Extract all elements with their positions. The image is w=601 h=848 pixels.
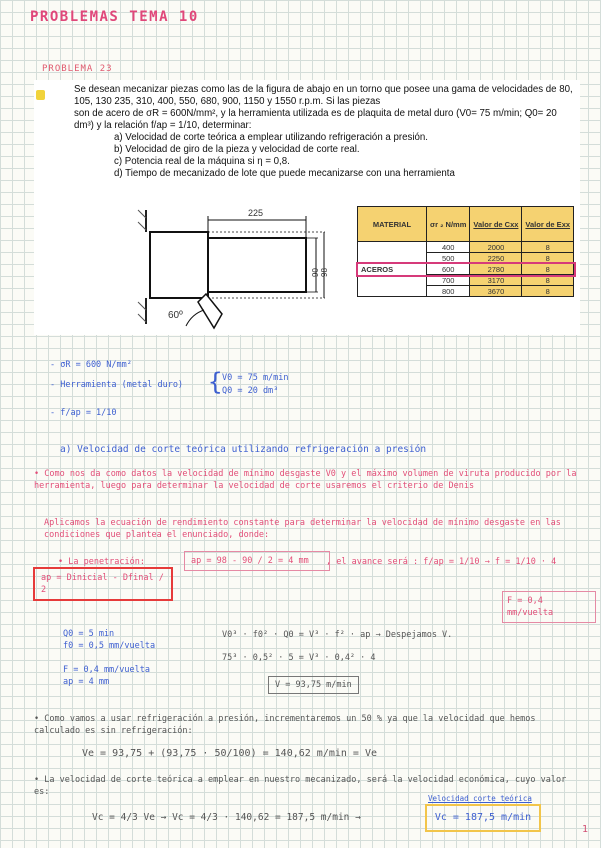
data-q0: Q0 = 5 min xyxy=(63,629,115,639)
statement-text xyxy=(74,84,574,180)
table-cell: 8 xyxy=(522,264,574,275)
ve-equation: Ve = 93,75 + (93,75 · 50/100) = 140,62 m/min = Ve xyxy=(82,748,378,759)
feed-result-box: F = 0,4 mm/vuelta xyxy=(502,591,596,623)
table-cell: 500 xyxy=(427,253,470,264)
table-row xyxy=(358,242,574,253)
statement-list xyxy=(74,132,574,180)
paragraph-4: • La velocidad de corte teórica a emplear en nuestro mecanizado, será la velocidad económica, cuyo valor es: xyxy=(34,775,567,797)
penetration-calc-box: ap = 98 - 90 / 2 = 4 mm xyxy=(184,551,330,571)
velocity-result-box: V = 93,75 m/min xyxy=(268,676,359,694)
page-title: PROBLEMAS TEMA 10 xyxy=(30,9,199,25)
note-q0: Q0 = 20 dm³ xyxy=(222,386,279,396)
brace-icon: { xyxy=(208,368,223,396)
table-cell: 800 xyxy=(427,286,470,297)
statement-p1: Se desean mecanizar piezas como las de la figura de abajo en un torno que posee una gama de velocidades de 80, 105, 130 235, 310, 400, 550, 680, 900, 1150 y 1550 r.p.m. Si las piezas xyxy=(74,84,573,107)
dim-length: 225 xyxy=(248,208,264,218)
dim-angle: 60º xyxy=(168,310,183,321)
paragraph-2: Aplicamos la ecuación de rendimiento constante para determinar la velocidad de mínimo desgaste en las condiciones que plantea el enunciado, donde: xyxy=(44,518,561,540)
table-cell: 700 xyxy=(427,275,470,286)
note-v0: V0 = 75 m/min xyxy=(222,373,289,383)
statement-item: a) Velocidad de corte teórica a emplear utilizando refrigeración a presión. xyxy=(114,132,428,143)
table-cell: 2000 xyxy=(470,242,522,253)
material-table xyxy=(357,206,574,297)
penetration-label: • La penetración: xyxy=(58,557,145,567)
table-header: Valor de Cxx xyxy=(470,207,522,242)
page-number: 1 xyxy=(582,824,589,835)
paragraph-3: • Como vamos a usar refrigeración a presión, incrementaremos un 50 % ya que la velocidad que hemos calculado es sin refrigeración: xyxy=(34,714,536,736)
statement-item: c) Potencia real de la máquina si η = 0,8. xyxy=(114,156,290,167)
dim-diameter-2: 98 xyxy=(319,268,329,277)
note-ratio: - f/ap = 1/10 xyxy=(50,408,117,418)
note-sigma: - σR = 600 N/mm² xyxy=(50,360,132,370)
table-header-row xyxy=(358,207,574,242)
statement-item: d) Tiempo de mecanizado de lote que puede mecanizarse con una herramienta xyxy=(114,168,455,179)
table-cell: 3670 xyxy=(470,286,522,297)
table-cell: 3170 xyxy=(470,275,522,286)
final-label: Velocidad corte teórica xyxy=(428,794,532,803)
part-drawing xyxy=(126,202,326,332)
table-cell: 600 xyxy=(427,264,470,275)
note-tool: - Herramienta (metal duro) xyxy=(50,380,184,390)
equation-1: V0³ · f0² · Q0 = V³ · f² · ap → Despejamos V. xyxy=(222,630,453,640)
problem-label: PROBLEMA 23 xyxy=(42,64,113,74)
statement-p2: son de acero de σR = 600N/mm², y la herramienta utilizada es de plaquita de metal duro (V0= 75 m/min; Q0= 20 dm³) y la relación f/ap = 1/10, determinar: xyxy=(74,108,557,131)
material-cell: ACEROS xyxy=(358,242,427,297)
data-f0: f0 = 0,5 mm/vuelta xyxy=(63,641,156,651)
final-equation: Vc = 4/3 Ve → Vc = 4/3 · 140,62 = 187,5 m/min → xyxy=(92,812,361,823)
table-cell: 2780 xyxy=(470,264,522,275)
highlight-marker-icon xyxy=(36,90,45,100)
table-cell: 8 xyxy=(522,242,574,253)
table-header: σr ₂ N/mm xyxy=(427,207,470,242)
table-cell: 2250 xyxy=(470,253,522,264)
table-cell: 400 xyxy=(427,242,470,253)
table-cell: 8 xyxy=(522,275,574,286)
avance-text: , el avance será : f/ap = 1/10 → f = 1/10 · 4 xyxy=(326,557,557,567)
section-a-title: a) Velocidad de corte teórica utilizando refrigeración a presión xyxy=(60,444,427,455)
paragraph-1: • Como nos da como datos la velocidad de mínimo desgaste V0 y el máximo volumen de viruta producido por la herramienta, luego para determinar la velocidad de corte usaremos el criterio de Denis xyxy=(34,469,577,491)
data-ap: ap = 4 mm xyxy=(63,677,110,687)
equation-2: 75³ · 0,5² · 5 = V³ · 0,4² · 4 xyxy=(222,653,376,663)
table-header: MATERIAL xyxy=(358,207,427,242)
table-header: Valor de Exx xyxy=(522,207,574,242)
final-result-box: Vc = 187,5 m/min xyxy=(425,804,541,832)
penetration-formula-box: ap = Dinicial - Dfinal / 2 xyxy=(33,567,173,601)
table-cell: 8 xyxy=(522,253,574,264)
dim-diameter-1: 90 xyxy=(310,268,320,277)
table-cell: 8 xyxy=(522,286,574,297)
data-f: F = 0,4 mm/vuelta xyxy=(63,665,150,675)
problem-statement xyxy=(34,80,580,335)
statement-item: b) Velocidad de giro de la pieza y velocidad de corte real. xyxy=(114,144,360,155)
